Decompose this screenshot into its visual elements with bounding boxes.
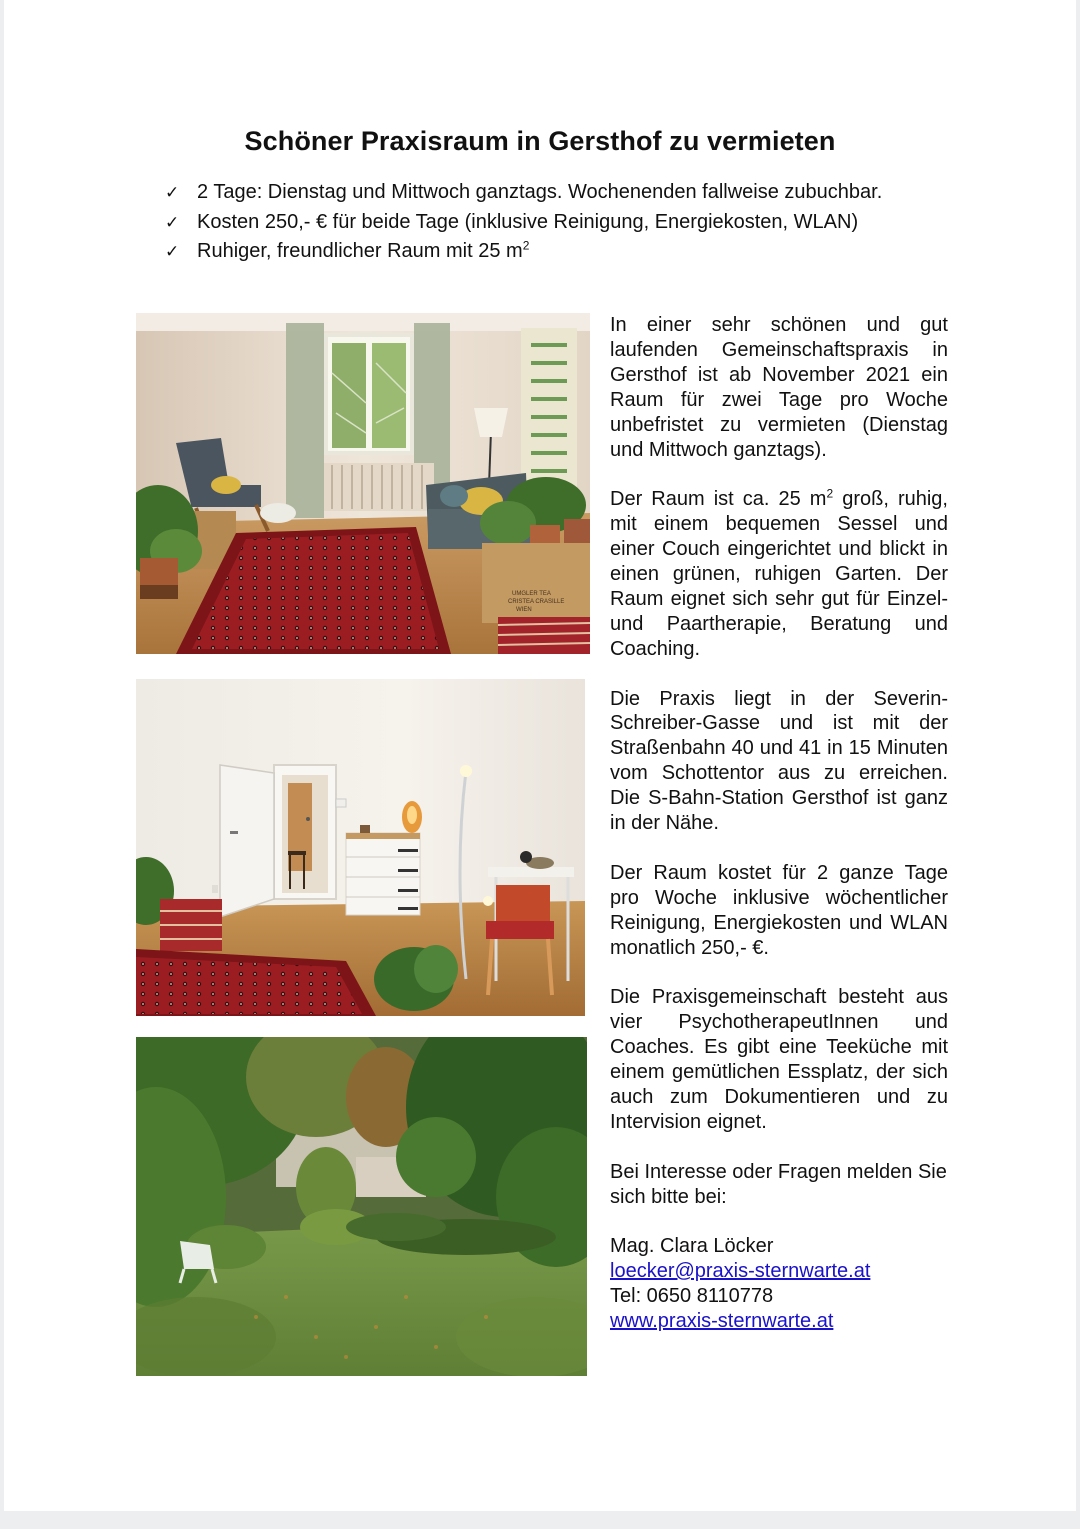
contact-name: Mag. Clara Löcker	[610, 1235, 774, 1258]
superscript-2: 2	[522, 238, 530, 253]
feature-item	[165, 178, 882, 208]
feature-text: Kosten 250,- € für beide Tage (inklusive Reinigung, Energiekosten, WLAN)	[197, 210, 859, 233]
paragraph-community: Die Praxisgemeinschaft besteht aus vier PsychotherapeutInnen und Coaches. Es gibt eine Teeküche mit einem gemütlichen Essplatz, der sich auch zum Dokumentieren und zu Intervision eignet.	[610, 986, 948, 1133]
paragraph-price: Der Raum kostet für 2 ganze Tage pro Woche inklusive wöchentlicher Reinigung, Energiekosten und WLAN monatlich 250,- €.	[610, 861, 948, 959]
contact-email-link[interactable]: loecker@praxis-sternwarte.at	[610, 1260, 871, 1283]
crate-label: CRISTEA CRASILLE	[508, 599, 565, 605]
check-icon: ✓	[165, 183, 180, 202]
contact-phone: Tel: 0650 8110778	[610, 1285, 774, 1308]
feature-item	[165, 237, 882, 267]
garden-photo	[136, 1037, 587, 1376]
room-photo-window	[136, 313, 590, 654]
page-title: Schöner Praxisraum in Gersthof zu vermieten	[244, 126, 836, 156]
superscript-2: 2	[826, 486, 834, 501]
check-icon: ✓	[165, 212, 180, 232]
feature-text: Ruhiger, freundlicher Raum mit 25 $m^2$	[197, 238, 530, 262]
crate-label: WIEN	[516, 607, 532, 613]
contact-block	[610, 1234, 948, 1334]
contact-website-link[interactable]: www.praxis-sternwarte.at	[610, 1310, 834, 1333]
paragraph-contact-intro: Bei Interesse oder Fragen melden Sie sich bitte bei:	[610, 1160, 947, 1208]
paragraph-room: Der Raum ist ca. 25 $m^2$ groß, ruhig, mit einem bequemen Sessel und einer Couch eingerichtet und blickt in einen grünen, ruhigen Garten. Der Raum eignet sich sehr gut für Einzel- und Paartherapie, Beratung und Coaching.	[610, 486, 948, 660]
description-column	[610, 313, 948, 1359]
check-icon: ✓	[165, 242, 180, 261]
feature-item	[165, 208, 882, 238]
feature-text: 2 Tage: Dienstag und Mittwoch ganztags. Wochenenden fallweise zubuchbar.	[197, 181, 883, 203]
paragraph-location: Die Praxis liegt in der Severin-Schreiber-Gasse und ist mit der Straßenbahn 40 und 41 in 15 Minuten vom Schottentor aus zu erreichen. Die S-Bahn-Station Gersthof ist ganz in der Nähe.	[610, 687, 948, 835]
crate-label: UMGLER TEA	[512, 591, 551, 597]
room-photo-door	[136, 679, 585, 1016]
paragraph-intro: In einer sehr schönen und gut laufenden Gemeinschaftspraxis in Gersthof ist ab November 2021 ein Raum für zwei Tage pro Woche unbefristet zu vermieten (Dienstag und Mittwoch ganztags).	[610, 314, 948, 461]
feature-list	[165, 178, 882, 267]
